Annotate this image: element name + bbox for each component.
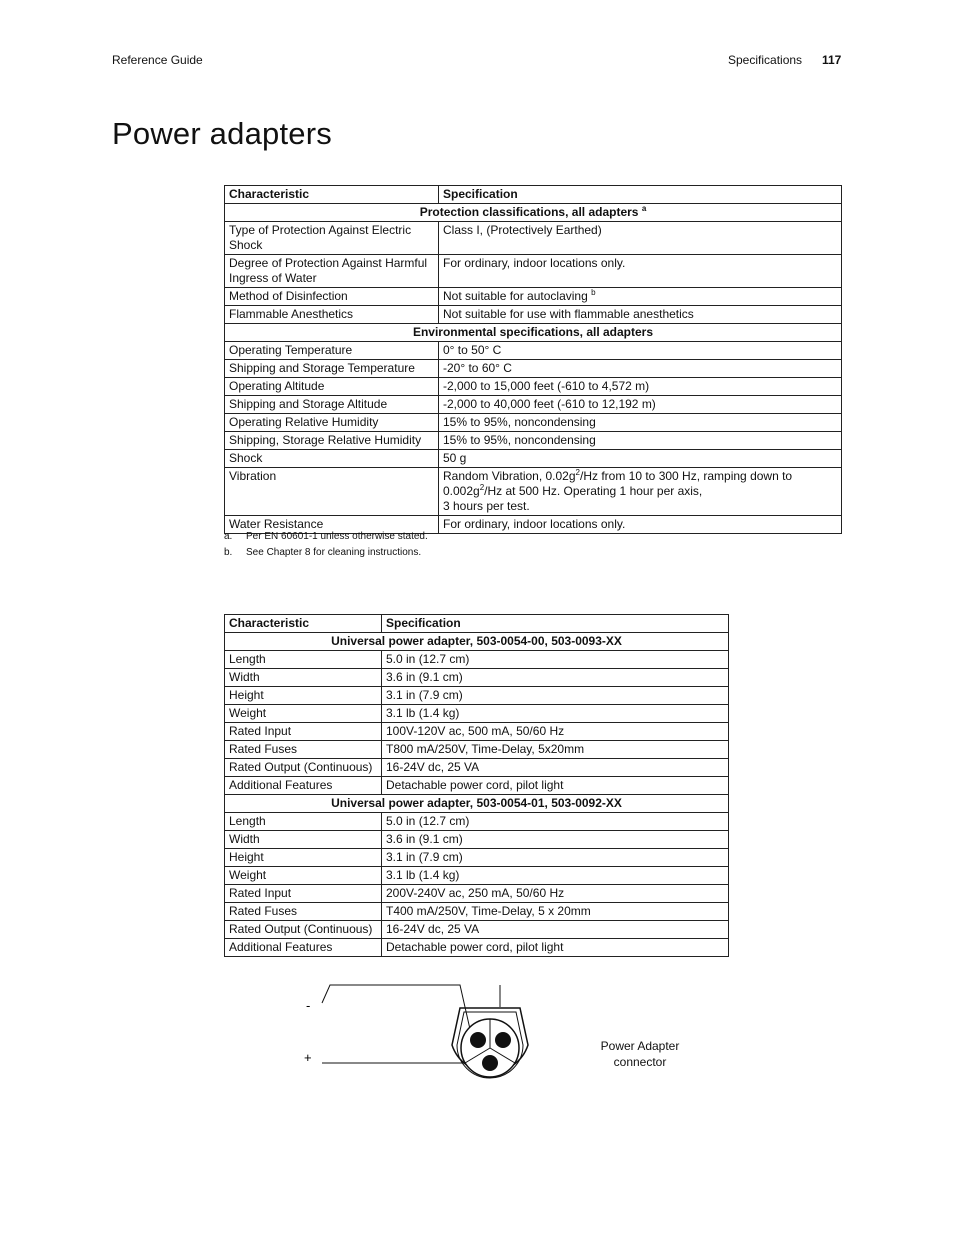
power-adapter-table	[224, 614, 729, 957]
table-row	[225, 741, 729, 759]
specification-text: 16-24V dc, 25 VA	[386, 760, 480, 774]
characteristic-cell: Type of Protection Against Electric Shock	[225, 222, 439, 255]
specification-cell	[382, 759, 729, 777]
specification-text: Class I, (Protectively Earthed)	[443, 223, 602, 237]
table-row	[225, 849, 729, 867]
specification-cell	[382, 705, 729, 723]
table-row	[225, 939, 729, 957]
protection-environment-table	[224, 185, 842, 534]
table-row	[225, 705, 729, 723]
specification-text: 200V-240V ac, 250 mA, 50/60 Hz	[386, 886, 565, 900]
specification-text: 50 g	[443, 451, 467, 465]
specification-text: 15% to 95%, noncondensing	[443, 415, 596, 429]
specification-cell	[382, 741, 729, 759]
table-row	[225, 921, 729, 939]
exponent: 2	[575, 468, 580, 477]
page-title: Power adapters	[112, 116, 332, 151]
characteristic-cell: Rated Input	[225, 723, 382, 741]
specification-text: 16-24V dc, 25 VA	[386, 922, 480, 936]
connector-pin-left	[470, 1032, 486, 1048]
table-row	[225, 432, 842, 450]
specification-text: For ordinary, indoor locations only.	[443, 517, 626, 531]
characteristic-cell: Operating Altitude	[225, 378, 439, 396]
table-header-row	[225, 615, 729, 633]
characteristic-cell: Degree of Protection Against Harmful Ingress of Water	[225, 255, 439, 288]
specification-cell	[382, 687, 729, 705]
specification-text: Detachable power cord, pilot light	[386, 940, 564, 954]
specification-cell	[382, 651, 729, 669]
specification-cell	[439, 378, 842, 396]
specification-cell	[382, 831, 729, 849]
specification-text: For ordinary, indoor locations only.	[443, 256, 626, 270]
section-row	[225, 324, 842, 342]
running-header-title: Reference Guide	[112, 53, 203, 67]
specification-cell	[382, 867, 729, 885]
footnote-mark: b.	[224, 547, 233, 558]
characteristic-cell: Rated Output (Continuous)	[225, 759, 382, 777]
running-header-section: Specifications	[728, 53, 803, 67]
characteristic-cell: Shipping and Storage Altitude	[225, 396, 439, 414]
specification-text: 3.1 lb (1.4 kg)	[386, 706, 460, 720]
specification-text: T800 mA/250V, Time-Delay, 5x20mm	[386, 742, 585, 756]
section-adapter-00: Universal power adapter, 503-0054-00, 503-0093-XX	[225, 633, 729, 651]
specification-cell	[439, 516, 842, 534]
connector-pin-bottom	[482, 1055, 498, 1071]
specification-text: 3.6 in (9.1 cm)	[386, 670, 463, 684]
table-row-vibration	[225, 468, 842, 516]
specification-cell	[439, 450, 842, 468]
specification-text: 5.0 in (12.7 cm)	[386, 652, 470, 666]
table-row	[225, 288, 842, 306]
table-row	[225, 885, 729, 903]
table-row	[225, 378, 842, 396]
characteristic-cell: Rated Output (Continuous)	[225, 921, 382, 939]
characteristic-cell: Weight	[225, 705, 382, 723]
specification-cell	[382, 885, 729, 903]
exponent: 2	[479, 483, 485, 492]
specification-cell	[439, 288, 842, 306]
page-number: 117	[822, 53, 842, 67]
vibration-text: Random Vibration, 0.02g	[443, 469, 576, 483]
characteristic-cell: Length	[225, 651, 382, 669]
specification-text: -2,000 to 15,000 feet (-610 to 4,572 m)	[443, 379, 650, 393]
characteristic-cell: Additional Features	[225, 777, 382, 795]
specification-text: Not suitable for use with flammable anesthetics	[443, 307, 694, 321]
table-row	[225, 306, 842, 324]
power-adapter-connector-diagram	[300, 975, 540, 1095]
footnote-a	[224, 531, 428, 542]
specification-text: 3.1 in (7.9 cm)	[386, 850, 463, 864]
characteristic-cell: Shipping and Storage Temperature	[225, 360, 439, 378]
characteristic-cell: Length	[225, 813, 382, 831]
negative-lead-line	[322, 985, 472, 1038]
minus-label: -	[306, 998, 311, 1013]
specification-text: 3.1 lb (1.4 kg)	[386, 868, 460, 882]
specification-cell	[439, 360, 842, 378]
vibration-text: /Hz at 500 Hz. Operating 1 hour per axis,	[484, 484, 703, 498]
characteristic-cell: Method of Disinfection	[225, 288, 439, 306]
table-header-row	[225, 186, 842, 204]
section-row	[225, 204, 842, 222]
footnote-text: Per EN 60601-1 unless otherwise stated.	[246, 531, 428, 542]
section-row	[225, 633, 729, 651]
specification-cell	[439, 306, 842, 324]
section-adapter-01: Universal power adapter, 503-0054-01, 503-0092-XX	[225, 795, 729, 813]
column-header-characteristic: Characteristic	[225, 186, 439, 204]
table-row	[225, 759, 729, 777]
characteristic-cell: Operating Temperature	[225, 342, 439, 360]
specification-text: 100V-120V ac, 500 mA, 50/60 Hz	[386, 724, 565, 738]
section-environmental: Environmental specifications, all adapters	[225, 324, 842, 342]
caption-line-2: connector	[613, 1055, 667, 1069]
table-row	[225, 360, 842, 378]
table-row	[225, 450, 842, 468]
specification-cell	[439, 342, 842, 360]
characteristic-cell: Shipping, Storage Relative Humidity	[225, 432, 439, 450]
table-row	[225, 342, 842, 360]
specification-cell	[439, 255, 842, 288]
specification-text: 15% to 95%, noncondensing	[443, 433, 596, 447]
specification-text: -2,000 to 40,000 feet (-610 to 12,192 m)	[443, 397, 656, 411]
specification-cell	[382, 777, 729, 795]
section-protection	[225, 204, 842, 222]
characteristic-cell: Rated Fuses	[225, 903, 382, 921]
characteristic-cell: Flammable Anesthetics	[225, 306, 439, 324]
characteristic-cell: Operating Relative Humidity	[225, 414, 439, 432]
characteristic-cell: Additional Features	[225, 939, 382, 957]
footnote-b	[224, 547, 421, 558]
connector-pin-right	[495, 1032, 511, 1048]
characteristic-cell: Rated Fuses	[225, 741, 382, 759]
specification-cell	[382, 669, 729, 687]
table-row	[225, 687, 729, 705]
specification-text: T400 mA/250V, Time-Delay, 5 x 20mm	[386, 904, 591, 918]
specification-text: 3.1 in (7.9 cm)	[386, 688, 463, 702]
characteristic-cell: Vibration	[225, 468, 439, 516]
characteristic-cell: Shock	[225, 450, 439, 468]
characteristic-cell: Weight	[225, 867, 382, 885]
specification-text: 3.6 in (9.1 cm)	[386, 832, 463, 846]
specification-cell	[382, 849, 729, 867]
column-header-specification: Specification	[382, 615, 729, 633]
specification-cell	[439, 468, 842, 516]
table-row	[225, 255, 842, 288]
specification-cell	[439, 222, 842, 255]
specification-cell	[382, 921, 729, 939]
specification-text: 5.0 in (12.7 cm)	[386, 814, 470, 828]
table-row	[225, 813, 729, 831]
characteristic-cell: Height	[225, 849, 382, 867]
vibration-text: 3 hours per test.	[443, 499, 530, 513]
specification-text: -20° to 60° C	[443, 361, 512, 375]
characteristic-cell: Width	[225, 831, 382, 849]
column-header-specification: Specification	[439, 186, 842, 204]
connector-caption	[590, 1038, 690, 1070]
table-row	[225, 867, 729, 885]
table-row	[225, 903, 729, 921]
table-row	[225, 831, 729, 849]
footnote-ref-a: a	[641, 204, 647, 213]
specification-cell	[382, 813, 729, 831]
characteristic-cell: Water Resistance	[225, 516, 439, 534]
table-row	[225, 669, 729, 687]
specification-cell	[439, 432, 842, 450]
footnote-text: See Chapter 8 for cleaning instructions.	[246, 547, 422, 558]
specification-cell	[439, 396, 842, 414]
characteristic-cell: Width	[225, 669, 382, 687]
specification-text: Detachable power cord, pilot light	[386, 778, 564, 792]
table-row	[225, 414, 842, 432]
table-row	[225, 651, 729, 669]
table-row	[225, 777, 729, 795]
specification-text: 0° to 50° C	[443, 343, 502, 357]
table-row	[225, 723, 729, 741]
footnote-ref: b	[591, 288, 596, 297]
characteristic-cell: Rated Input	[225, 885, 382, 903]
specification-cell	[382, 903, 729, 921]
caption-line-1: Power Adapter	[600, 1039, 680, 1053]
section-protection-label: Protection classifications, all adapters	[419, 205, 639, 219]
column-header-characteristic: Characteristic	[225, 615, 382, 633]
section-row	[225, 795, 729, 813]
footnote-mark: a.	[224, 531, 233, 542]
specification-cell	[439, 414, 842, 432]
table-row	[225, 222, 842, 255]
specification-cell	[382, 939, 729, 957]
specification-cell	[382, 723, 729, 741]
vibration-text: /Hz from 10 to 300 Hz, ramping down to 0.002g	[443, 469, 793, 498]
specification-text: Not suitable for autoclaving	[443, 289, 588, 303]
plus-label: +	[304, 1050, 312, 1065]
table-row	[225, 396, 842, 414]
characteristic-cell: Height	[225, 687, 382, 705]
